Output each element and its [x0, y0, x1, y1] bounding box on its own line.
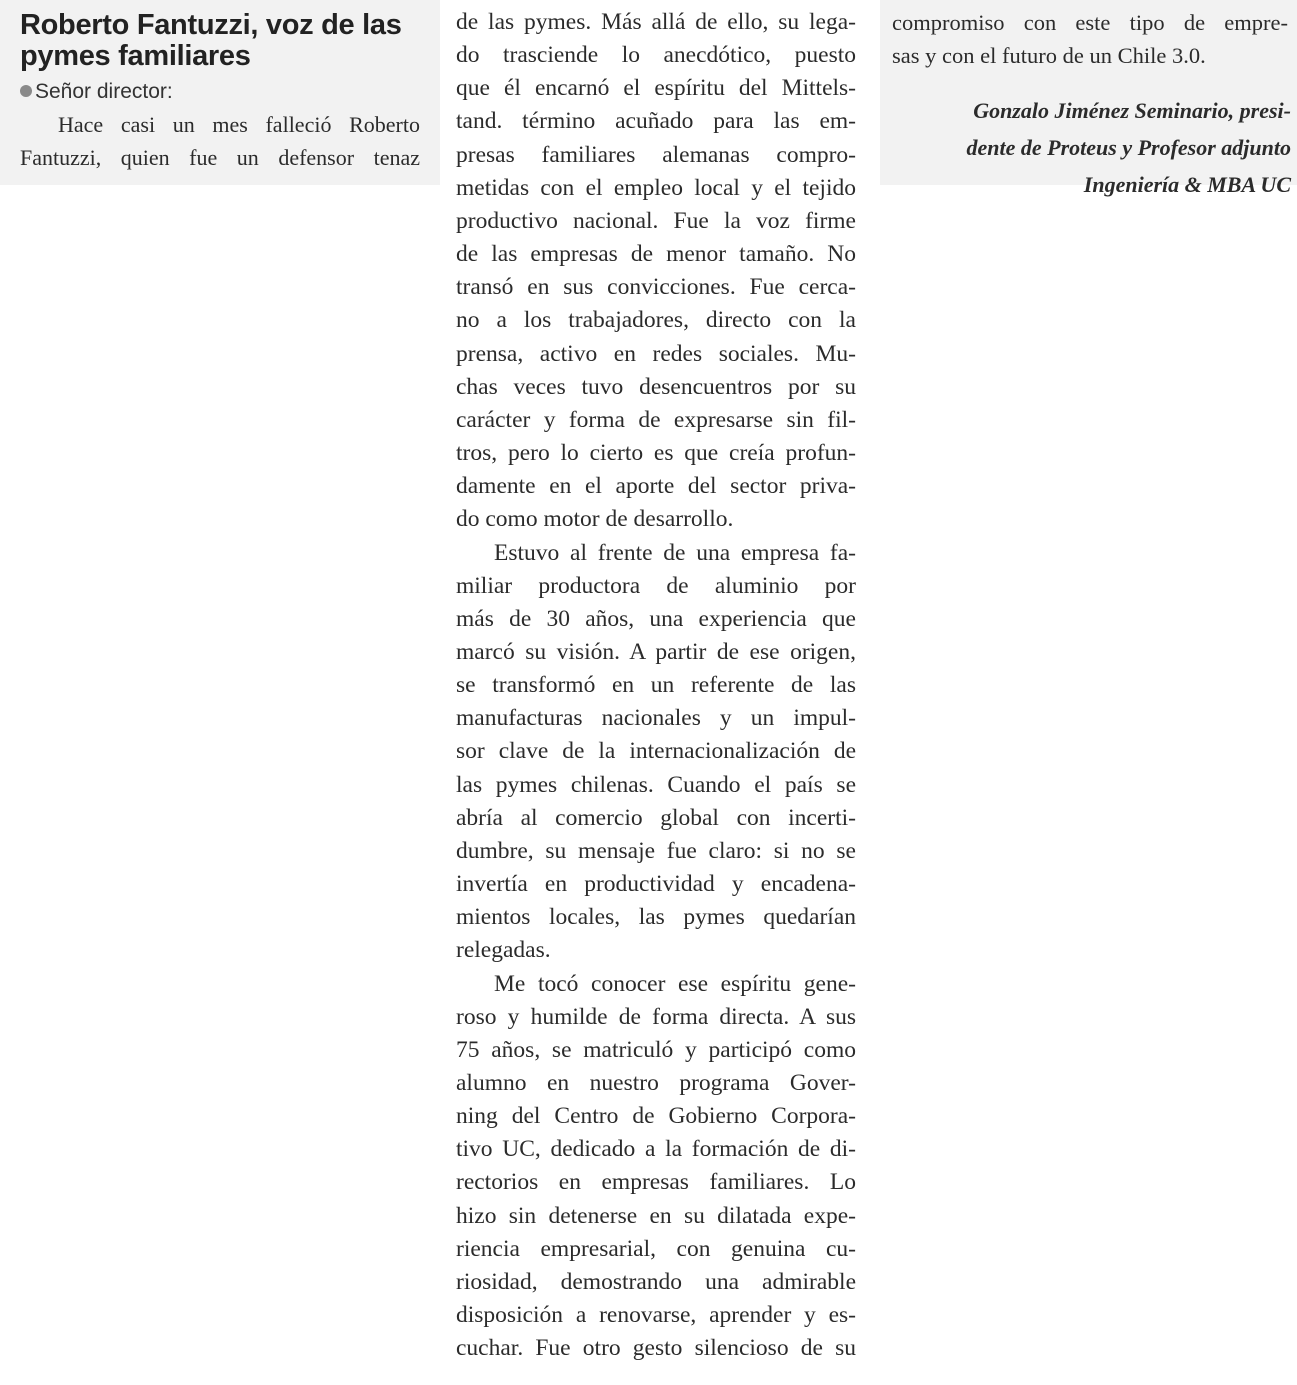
text-line: Estuvo al frente de una empresa fa-	[494, 539, 856, 566]
text-line: riosidad, demostrando una admirable	[456, 1268, 856, 1295]
text-line: sas y con el futuro de un Chile 3.0.	[892, 43, 1206, 69]
text-line: Hace casi un mes falleció Roberto	[58, 112, 420, 137]
text-line: mientos locales, las pymes quedarían	[456, 904, 856, 931]
signature-line: Ingeniería & MBA UC	[1083, 172, 1291, 198]
text-line: transó en sus convicciones. Fue cerca-	[456, 274, 856, 301]
text-line: de las pymes. Más allá de ello, su lega-	[456, 9, 856, 35]
text-line: productivo nacional. Fue la voz firme	[456, 207, 856, 234]
text-line: Me tocó conocer ese espíritu gene-	[494, 970, 856, 997]
bullet-icon	[20, 85, 32, 97]
column-1	[0, 0, 440, 185]
text-line: invertía en productividad y encadena-	[456, 871, 856, 898]
text-line: tivo UC, dedicado a la formación de di-	[456, 1136, 856, 1163]
text-line: prensa, activo en redes sociales. Mu-	[456, 340, 856, 367]
text-line: tros, pero lo cierto es que creía profun-	[456, 440, 856, 467]
column-1-text	[20, 108, 420, 174]
text-line: 75 años, se matriculó y participó como	[456, 1036, 856, 1063]
text-line: rectorios en empresas familiares. Lo	[456, 1169, 856, 1196]
column-3	[880, 0, 1297, 198]
text-line: do trasciende lo anecdótico, puesto	[456, 42, 856, 69]
text-line: ning del Centro de Gobierno Corpora-	[456, 1103, 856, 1130]
text-line: roso y humilde de forma directa. A sus	[456, 1003, 856, 1030]
text-line: alumno en nuestro programa Gover-	[456, 1070, 856, 1096]
text-line: dumbre, su mensaje fue claro: si no se	[456, 837, 856, 864]
text-line: relegadas.	[456, 937, 551, 964]
text-line: damente en el aporte del sector priva-	[456, 473, 856, 500]
text-line: las pymes chilenas. Cuando el país se	[456, 771, 856, 798]
text-line: manufacturas nacionales y un impul-	[456, 705, 856, 732]
text-line: marcó su visión. A partir de ese origen,	[456, 638, 856, 665]
text-line: abría al comercio global con incerti-	[456, 804, 856, 831]
text-line: chas veces tuvo desencuentros por su	[456, 373, 856, 400]
signature-line: Gonzalo Jiménez Seminario, presi-	[973, 98, 1291, 124]
text-line: hizo sin detenerse en su dilatada expe-	[456, 1202, 856, 1229]
column-2-text	[456, 0, 856, 1365]
text-line: de las empresas de menor tamaño. No	[456, 241, 856, 268]
column-2	[456, 0, 856, 1365]
salutation-text: Señor director:	[35, 80, 173, 103]
text-line: más de 30 años, una experiencia que	[456, 605, 856, 632]
headline	[20, 10, 440, 72]
text-line: que él encarnó el espíritu del Mittels-	[456, 75, 856, 102]
headline-line-1: Roberto Fantuzzi, voz de las	[20, 9, 402, 41]
text-line: disposición a renovarse, aprender y es-	[456, 1302, 856, 1329]
text-line: no a los trabajadores, directo con la	[456, 307, 856, 334]
signature	[880, 92, 1291, 203]
text-line: cuchar. Fue otro gesto silencioso de su	[456, 1335, 856, 1362]
text-line: do como motor de desarrollo.	[456, 506, 734, 533]
text-line: sor clave de la internacionalización de	[456, 738, 856, 765]
text-line: tand. término acuñado para las em-	[456, 108, 856, 135]
signature-line: dente de Proteus y Profesor adjunto	[966, 135, 1291, 161]
text-line: compromiso con este tipo de empre-	[892, 10, 1288, 35]
text-line: presas familiares alemanas compro-	[456, 141, 856, 168]
headline-line-2: pymes familiares	[20, 40, 251, 72]
text-line: miliar productora de aluminio por	[456, 572, 856, 599]
text-line: se transformó en un referente de las	[456, 672, 856, 699]
salutation	[20, 78, 440, 106]
text-line: carácter y forma de expresarse sin fil-	[456, 406, 856, 433]
text-line: riencia empresarial, con genuina cu-	[456, 1235, 856, 1262]
column-3-text	[880, 0, 1288, 72]
text-line: metidas con el empleo local y el tejido	[456, 174, 856, 201]
text-line: Fantuzzi, quien fue un defensor tenaz	[20, 145, 420, 171]
